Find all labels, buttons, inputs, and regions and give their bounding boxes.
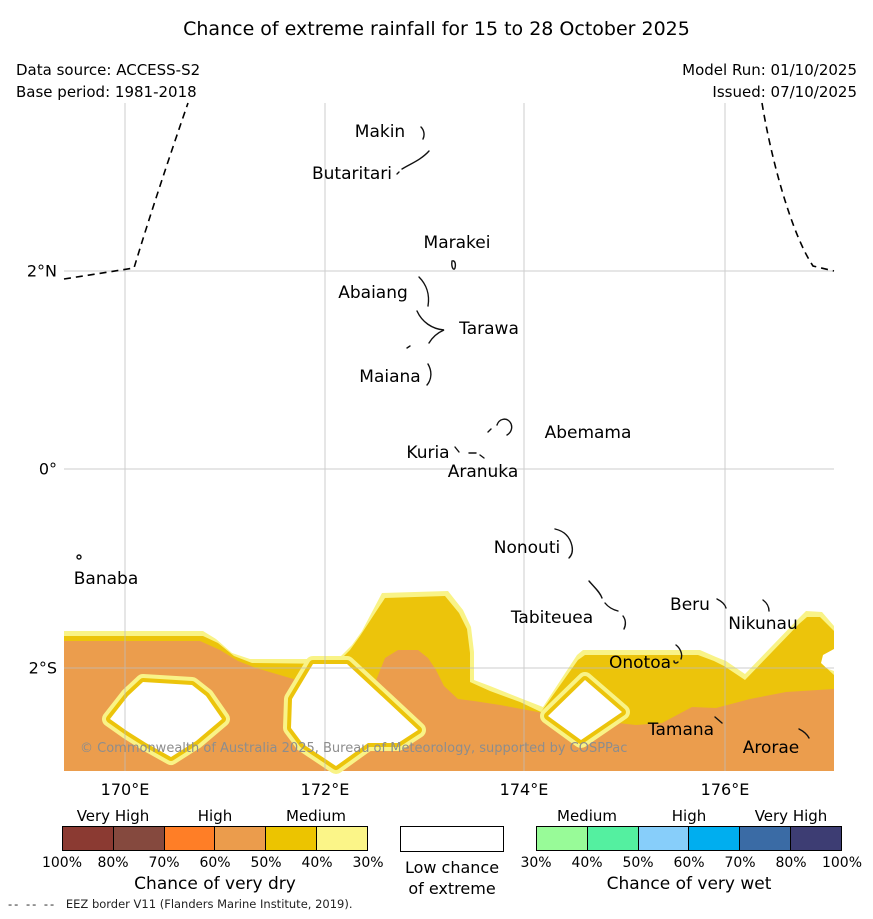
base-period: Base period: 1981-2018 [16, 83, 197, 101]
island-label-nikunau: Nikunau [728, 614, 798, 634]
wet-category-medium: Medium [557, 807, 617, 825]
wet-colorbar [536, 826, 842, 851]
island-label-butaritari: Butaritari [311, 164, 393, 184]
marakei-island-outline [452, 261, 456, 269]
eez-footnote [8, 897, 353, 911]
island-label-arorae: Arorae [742, 738, 800, 758]
island-label-abaiang: Abaiang [338, 283, 408, 303]
lon-label-174e: 174°E [499, 780, 549, 799]
wet-swatch-80-100 [790, 827, 841, 850]
wet-tick-50: 50% [622, 855, 654, 871]
makin-island-outline [421, 127, 424, 139]
wet-tick-40: 40% [571, 855, 603, 871]
dry-category-very-high: Very High [76, 807, 150, 825]
dry-category-medium: Medium [286, 807, 346, 825]
banaba-island-outline [77, 555, 81, 559]
dry-swatch-100-80 [63, 827, 113, 850]
dry-tick-100: 100% [41, 855, 83, 871]
island-label-maiana: Maiana [359, 367, 421, 387]
dry-category-high: High [197, 807, 233, 825]
low-chance-label-line2: of extreme [408, 879, 496, 898]
dry-swatch-60-50 [214, 827, 265, 850]
eez-footnote-text: EEZ border V11 (Flanders Marine Institute, 2019). [65, 897, 353, 911]
dry-tick-40: 40% [301, 855, 333, 871]
model-run: Model Run: 01/10/2025 [682, 61, 857, 79]
island-label-abemama: Abemama [544, 423, 632, 443]
wet-tick-100: 100% [821, 855, 863, 871]
wet-tick-80: 80% [775, 855, 807, 871]
model-info-left [16, 59, 200, 103]
island-label-tarawa: Tarawa [459, 319, 519, 339]
kuria-island-outline [455, 447, 459, 452]
wet-swatch-50-60 [638, 827, 689, 850]
tarawa-island-outline [407, 311, 444, 348]
island-label-tamana: Tamana [647, 720, 715, 740]
dry-swatch-80-70 [113, 827, 164, 850]
wet-swatch-60-70 [688, 827, 739, 850]
island-label-marakei: Marakei [423, 233, 491, 253]
wet-category-very-high: Very High [754, 807, 828, 825]
maiana-island-outline [427, 364, 431, 385]
island-label-makin: Makin [354, 122, 406, 142]
page-title: Chance of extreme rainfall for 15 to 28 October 2025 [183, 18, 690, 40]
dry-swatch-40-30 [316, 827, 367, 850]
lon-label-170e: 170°E [100, 780, 150, 799]
dry-tick-30: 30% [352, 855, 384, 871]
butaritari-island-outline [397, 151, 429, 174]
copyright-note: © Commonwealth of Australia 2025, Bureau of Meteorology, supported by COSPPac [80, 741, 628, 756]
wet-caption: Chance of very wet [606, 874, 772, 894]
wet-category-high: High [671, 807, 707, 825]
wet-tick-70: 70% [724, 855, 756, 871]
low-chance-swatch [400, 826, 504, 852]
island-label-kuria: Kuria [406, 443, 450, 463]
wet-tick-30: 30% [520, 855, 552, 871]
data-source: Data source: ACCESS-S2 [16, 61, 201, 79]
abaiang-island-outline [419, 277, 429, 306]
dry-swatch-50-40 [265, 827, 316, 850]
nikunau-island-outline [763, 600, 769, 611]
tabiteuea-island-outline [589, 581, 625, 629]
island-label-nonouti: Nonouti [493, 538, 561, 558]
island-label-onotoa: Onotoa [608, 653, 672, 673]
dry-swatch-70-60 [164, 827, 215, 850]
dry-caption: Chance of very dry [134, 874, 296, 894]
dry-tick-60: 60% [199, 855, 231, 871]
lat-label-2s: 2°S [28, 658, 57, 678]
wet-swatch-70-80 [739, 827, 790, 850]
dry-tick-50: 50% [250, 855, 282, 871]
eez-dash-symbol: -- -- -- [8, 897, 57, 911]
low-chance-label-line1: Low chance [404, 858, 500, 877]
island-label-aranuka: Aranuka [447, 462, 519, 482]
dry-tick-70: 70% [148, 855, 180, 871]
aranuka-island-outline [469, 453, 484, 458]
model-info-right [682, 59, 857, 103]
island-label-banaba: Banaba [73, 569, 139, 589]
dry-tick-80: 80% [97, 855, 129, 871]
wet-swatch-40-50 [587, 827, 638, 850]
lat-label-0: 0° [38, 459, 57, 479]
wet-swatch-30-40 [537, 827, 587, 850]
island-label-tabiteuea: Tabiteuea [510, 608, 594, 628]
lat-label-2n: 2°N [26, 261, 57, 281]
dry-colorbar [62, 826, 368, 851]
issued-date: Issued: 07/10/2025 [712, 83, 857, 101]
lon-label-176e: 176°E [700, 780, 750, 799]
lon-label-172e: 172°E [300, 780, 350, 799]
wet-tick-60: 60% [673, 855, 705, 871]
abemama-island-outline [488, 419, 512, 435]
island-label-beru: Beru [670, 595, 710, 615]
